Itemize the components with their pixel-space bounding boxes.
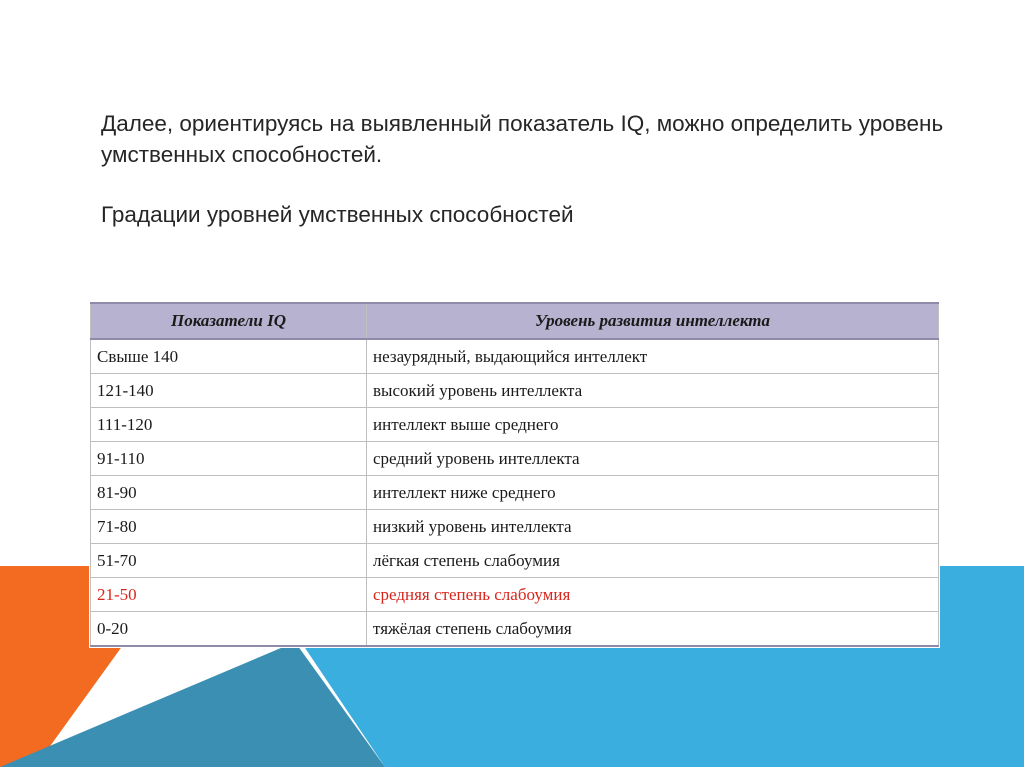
table-row [91, 442, 939, 476]
table-row-highlighted [91, 578, 939, 612]
table-header-row [91, 303, 939, 339]
intro-text: Далее, ориентируясь на выявленный показатель IQ, можно определить уровень умственных способностей. [101, 111, 944, 167]
level-cell: интеллект выше среднего [367, 408, 939, 442]
table-row [91, 408, 939, 442]
level-cell: лёгкая степень слабоумия [367, 544, 939, 578]
table-row [91, 544, 939, 578]
iq-levels-table [90, 302, 939, 647]
iq-cell: 81-90 [91, 476, 367, 510]
level-cell: незаурядный, выдающийся интеллект [367, 339, 939, 374]
level-cell: тяжёлая степень слабоумия [367, 612, 939, 647]
iq-cell: 51-70 [91, 544, 367, 578]
level-cell: средняя степень слабоумия [367, 578, 939, 612]
iq-cell: 111-120 [91, 408, 367, 442]
table-row [91, 612, 939, 647]
iq-cell: Свыше 140 [91, 339, 367, 374]
table-row [91, 339, 939, 374]
iq-cell: 91-110 [91, 442, 367, 476]
table-row [91, 510, 939, 544]
iq-cell: 71-80 [91, 510, 367, 544]
level-cell: интеллект ниже среднего [367, 476, 939, 510]
level-cell: низкий уровень интеллекта [367, 510, 939, 544]
table-row [91, 476, 939, 510]
iq-cell: 21-50 [91, 578, 367, 612]
header-level: Уровень развития интеллекта [367, 303, 939, 339]
header-iq: Показатели IQ [91, 303, 367, 339]
table-row [91, 374, 939, 408]
level-cell: средний уровень интеллекта [367, 442, 939, 476]
slide-subtitle: Градации уровней умственных способностей [101, 202, 574, 227]
iq-cell: 121-140 [91, 374, 367, 408]
iq-cell: 0-20 [91, 612, 367, 647]
level-cell: высокий уровень интеллекта [367, 374, 939, 408]
